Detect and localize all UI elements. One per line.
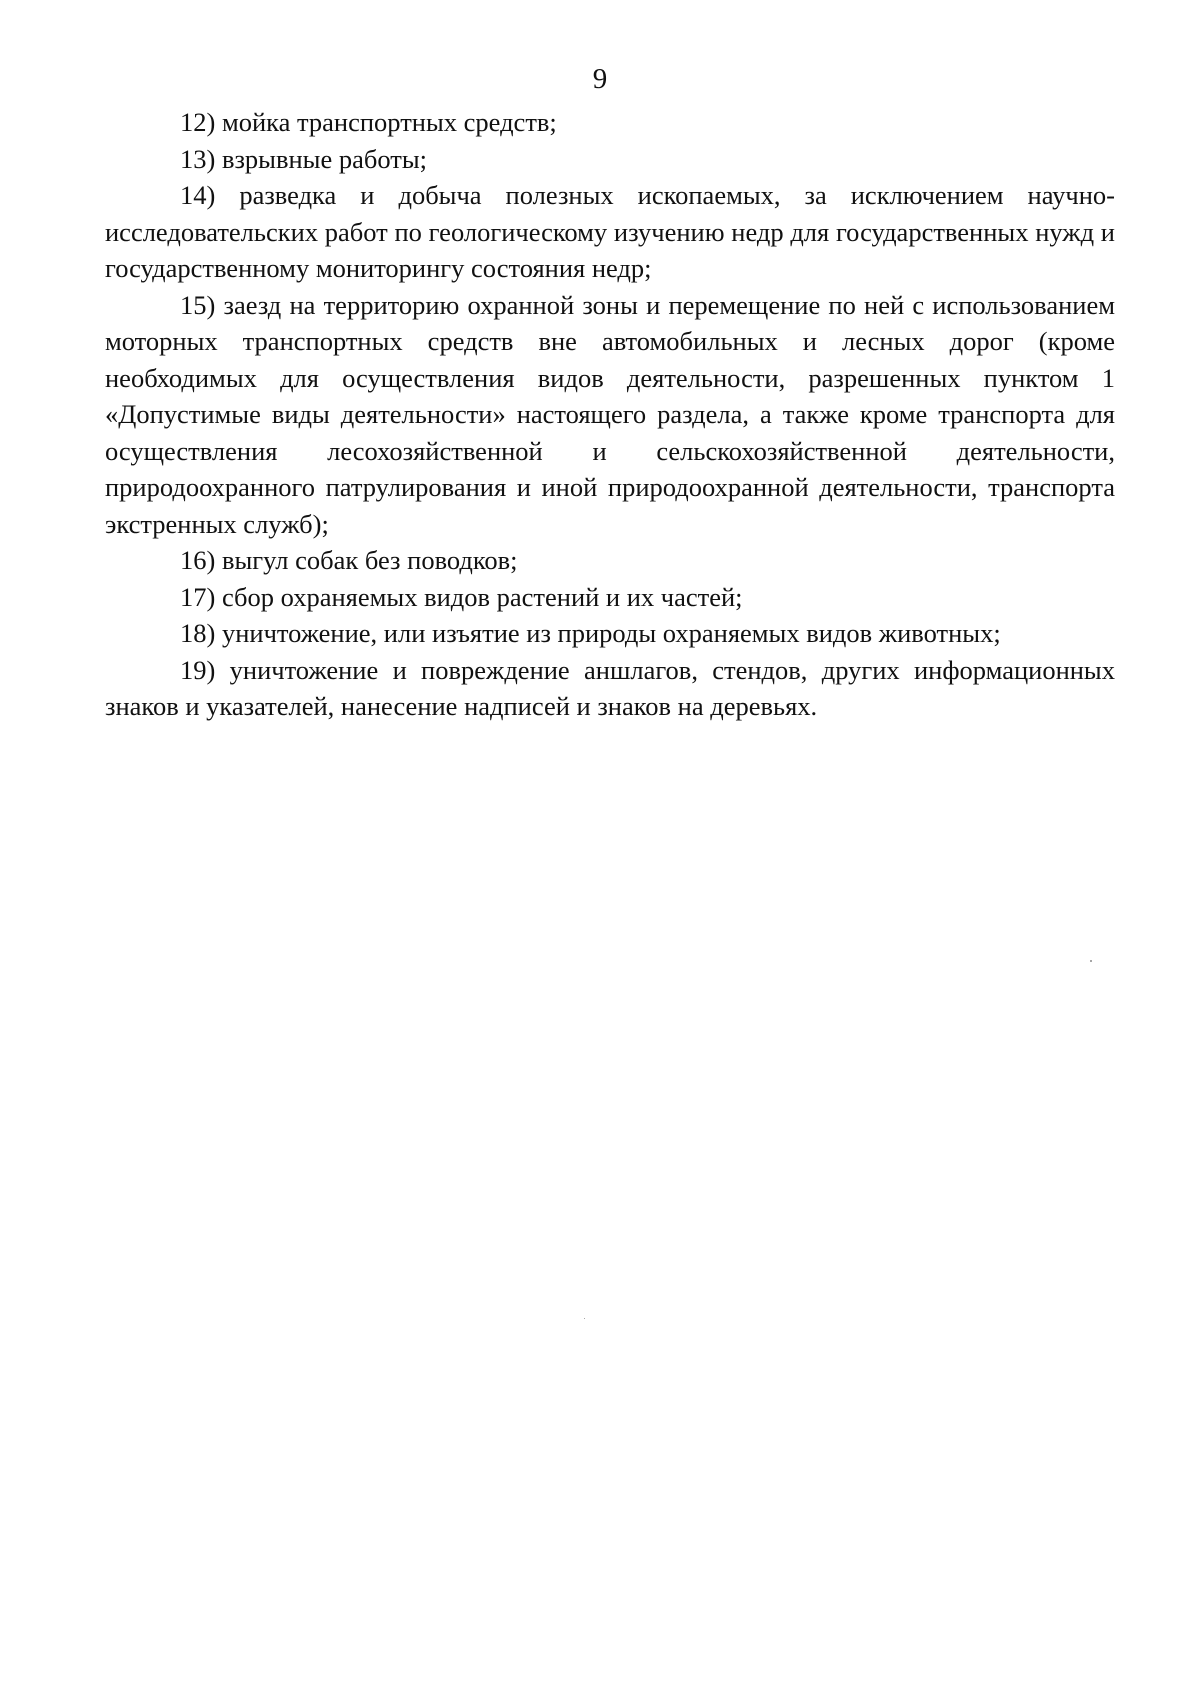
list-item-18: 18) уничтожение, или изъятие из природы охраняемых видов животных; xyxy=(180,618,1001,648)
scan-artifact-dot xyxy=(1090,960,1092,962)
list-item-16: 16) выгул собак без поводков; xyxy=(180,545,518,575)
scan-artifact-dot xyxy=(584,1318,585,1319)
list-item-14: 14) разведка и добыча полезных ископаемых, за исключением научно-исследовательских работ по геологическому изучению недр для государственных нужд и государственному мониторингу состояния недр; xyxy=(105,180,1115,283)
list-item-17: 17) сбор охраняемых видов растений и их частей; xyxy=(180,581,743,612)
list-item-15: 15) заезд на территорию охранной зоны и перемещение по ней с использованием моторных транспортных средств вне автомобильных и лесных дорог (кроме необходимых для осуществления видов деятельности, разрешенных пунктом 1 «Допустимые виды деятельности» настоящего раздела, а также кроме транспорта для осуществления лесохозяйственной и сельскохозяйственной деятельности, природоохранного патрулирования и иной природоохранной деятельности, транспорта экстренных служб); xyxy=(105,289,1115,539)
list-item-19: 19) уничтожение и повреждение аншлагов, стендов, других информационных знаков и указателей, нанесение надписей и знаков на деревьях. xyxy=(105,654,1115,721)
page-number: 9 xyxy=(592,63,608,95)
list-item-13: 13) взрывные работы; xyxy=(180,143,428,174)
list-item-12: 12) мойка транспортных средств; xyxy=(180,107,557,137)
document-body xyxy=(105,104,1115,725)
